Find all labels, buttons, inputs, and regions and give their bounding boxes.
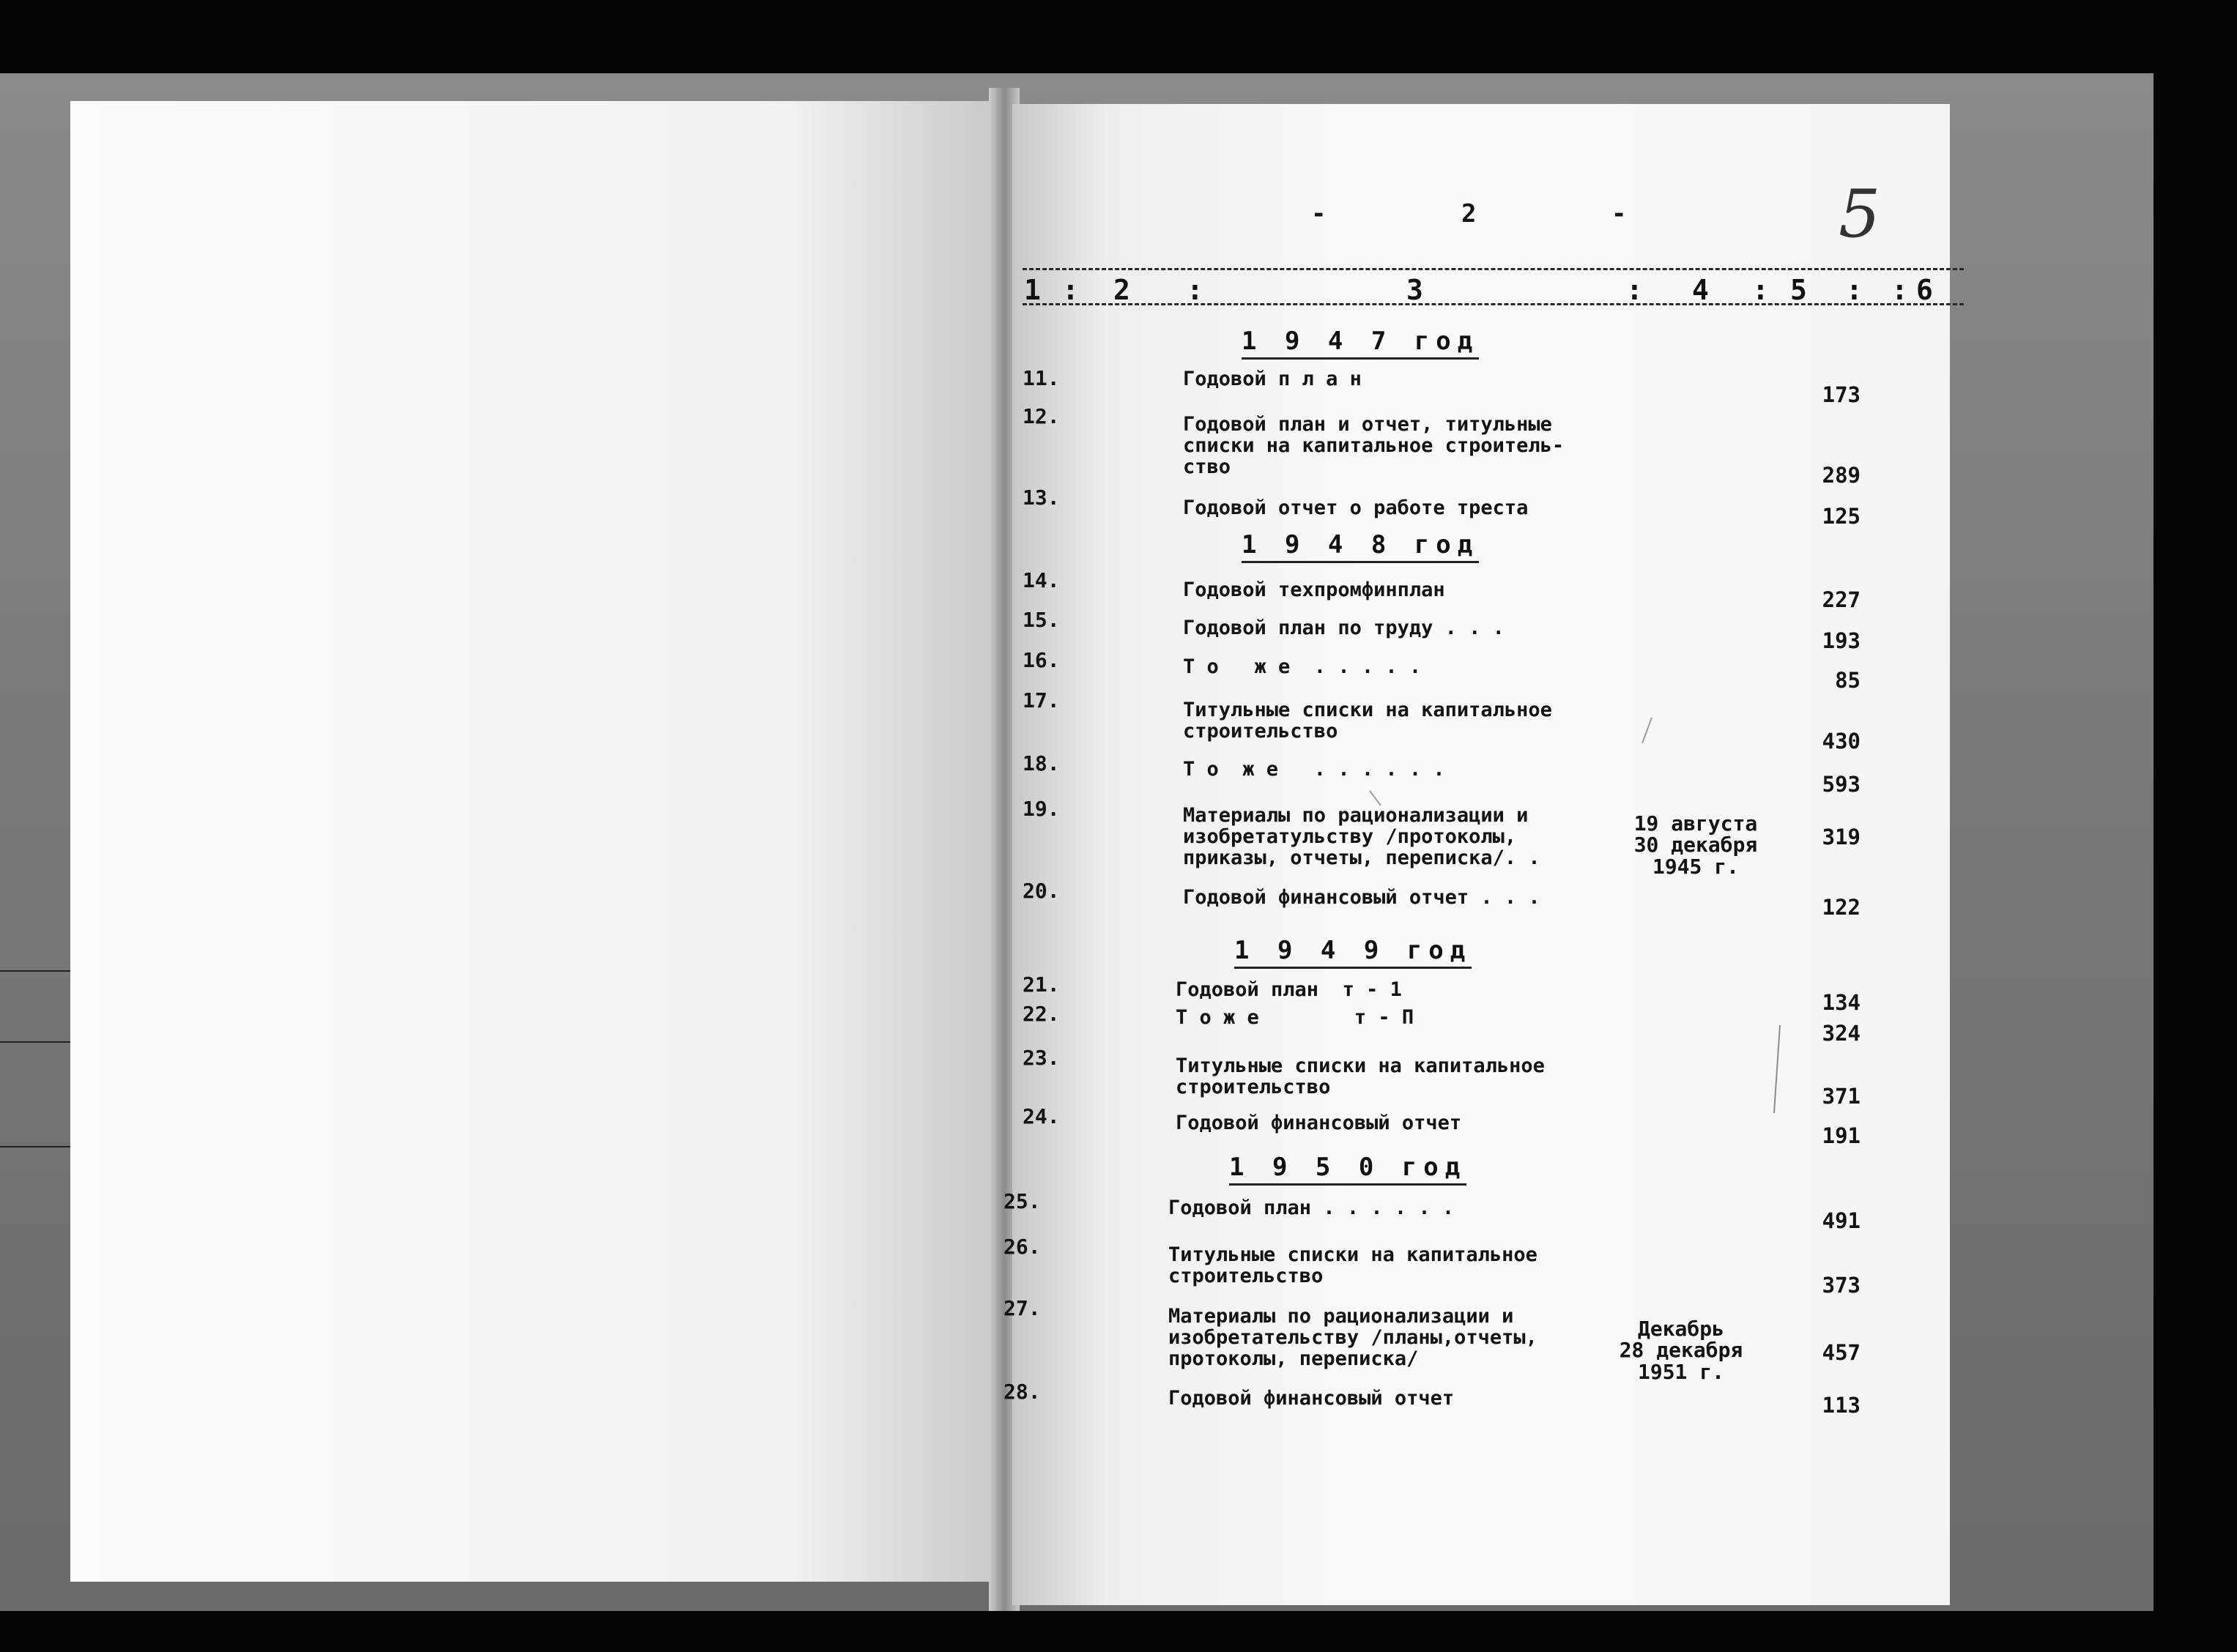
column-number-2: 2 bbox=[1113, 274, 1132, 306]
row-sheet-count: 173 bbox=[1822, 382, 1861, 407]
column-separator: : bbox=[1752, 274, 1770, 306]
row-title: Титульные списки на капитальное строительство bbox=[1176, 1054, 1545, 1098]
row-title: Годовой план . . . . . . bbox=[1168, 1197, 1455, 1219]
row-sheet-count: 191 bbox=[1822, 1123, 1861, 1148]
row-number: 19. bbox=[1023, 797, 1060, 821]
row-title: Годовой финансовый отчет . . . bbox=[1183, 886, 1540, 909]
row-number: 20. bbox=[1023, 879, 1060, 903]
row-title: Т о ж е т - П bbox=[1176, 1006, 1414, 1029]
row-number: 18. bbox=[1023, 751, 1060, 775]
column-number-4: 4 bbox=[1692, 274, 1710, 306]
year-heading-1948: 1 9 4 8 год bbox=[1242, 530, 1479, 563]
handwritten-sheet-number: 5 bbox=[1839, 176, 1881, 253]
row-number: 23. bbox=[1023, 1046, 1060, 1070]
column-number-1: 1 bbox=[1024, 274, 1042, 306]
row-number: 21. bbox=[1023, 972, 1060, 997]
row-number: 22. bbox=[1023, 1002, 1060, 1026]
row-sheet-count: 457 bbox=[1822, 1340, 1861, 1365]
column-separator: : bbox=[1062, 274, 1080, 306]
row-sheet-count: 373 bbox=[1822, 1273, 1861, 1298]
row-sheet-count: 371 bbox=[1822, 1084, 1861, 1109]
row-sheet-count: 430 bbox=[1822, 729, 1861, 754]
row-sheet-count: 319 bbox=[1822, 825, 1861, 849]
column-number-3: 3 bbox=[1406, 274, 1425, 306]
row-title: Годовой п л а н bbox=[1183, 368, 1362, 390]
row-title: Годовой план и отчет, титульные списки на капитальное строитель- ство bbox=[1183, 413, 1565, 478]
row-sheet-count: 125 bbox=[1822, 504, 1861, 529]
row-sheet-count: 193 bbox=[1822, 628, 1861, 653]
page-number-dash-left: - bbox=[1311, 199, 1327, 228]
row-number: 26. bbox=[1004, 1235, 1041, 1259]
row-title: Годовой техпромфинплан bbox=[1183, 578, 1445, 601]
row-title: Материалы по рационализации и изобретательству /планы,отчеты, протоколы, переписка/ bbox=[1168, 1305, 1537, 1370]
row-date-range: Декабрь 28 декабря 1951 г. bbox=[1619, 1317, 1743, 1384]
row-title: Титульные списки на капитальное строительство bbox=[1183, 699, 1552, 743]
page-number-dash-right: - bbox=[1611, 199, 1627, 228]
row-sheet-count: 113 bbox=[1822, 1393, 1861, 1418]
row-date-range: 19 августа 30 декабря 1945 г. bbox=[1633, 811, 1758, 879]
row-title: Годовой отчет о работе треста bbox=[1183, 496, 1529, 519]
row-number: 25. bbox=[1004, 1189, 1041, 1213]
row-sheet-count: 134 bbox=[1822, 990, 1861, 1015]
column-separator: : bbox=[1846, 274, 1864, 306]
row-number: 28. bbox=[1004, 1380, 1041, 1404]
row-title: Т о ж е . . . . . bbox=[1183, 655, 1422, 678]
row-sheet-count: 289 bbox=[1822, 463, 1861, 488]
column-separator: : bbox=[1187, 274, 1205, 306]
column-number-5: 5 bbox=[1790, 274, 1808, 306]
row-sheet-count: 491 bbox=[1822, 1208, 1861, 1233]
year-heading-1947: 1 9 4 7 год bbox=[1242, 327, 1479, 360]
row-number: 15. bbox=[1023, 608, 1060, 632]
row-title: Т о ж е . . . . . . bbox=[1183, 758, 1445, 781]
row-sheet-count: 324 bbox=[1822, 1021, 1861, 1046]
year-heading-1950: 1 9 5 0 год bbox=[1229, 1153, 1466, 1186]
row-number: 17. bbox=[1023, 688, 1060, 712]
column-separator: : bbox=[1891, 274, 1910, 306]
row-number: 16. bbox=[1023, 648, 1060, 672]
row-title: Годовой план т - 1 bbox=[1176, 978, 1402, 1001]
row-title: Годовой финансовый отчет bbox=[1176, 1112, 1462, 1134]
row-sheet-count: 227 bbox=[1822, 587, 1861, 612]
year-heading-1949: 1 9 4 9 год bbox=[1234, 936, 1472, 969]
row-title: Титульные списки на капитальное строительство bbox=[1168, 1243, 1537, 1287]
row-number: 12. bbox=[1023, 404, 1060, 428]
row-number: 11. bbox=[1023, 366, 1060, 390]
row-sheet-count: 593 bbox=[1822, 772, 1861, 797]
row-title: Материалы по рационализации и изобретатульству /протоколы, приказы, отчеты, переписка/. . bbox=[1183, 804, 1540, 869]
row-number: 27. bbox=[1004, 1296, 1041, 1320]
row-number: 24. bbox=[1023, 1104, 1060, 1128]
row-title: Годовой план по труду . . . bbox=[1183, 617, 1505, 639]
column-separator: : bbox=[1626, 274, 1644, 306]
row-number: 14. bbox=[1023, 568, 1060, 592]
page-number: 2 bbox=[1461, 199, 1477, 228]
row-number: 13. bbox=[1023, 485, 1060, 510]
column-number-6: 6 bbox=[1916, 274, 1934, 306]
row-title: Годовой финансовый отчет bbox=[1168, 1387, 1455, 1410]
row-sheet-count: 122 bbox=[1822, 895, 1861, 920]
row-sheet-count: 85 bbox=[1835, 668, 1861, 693]
